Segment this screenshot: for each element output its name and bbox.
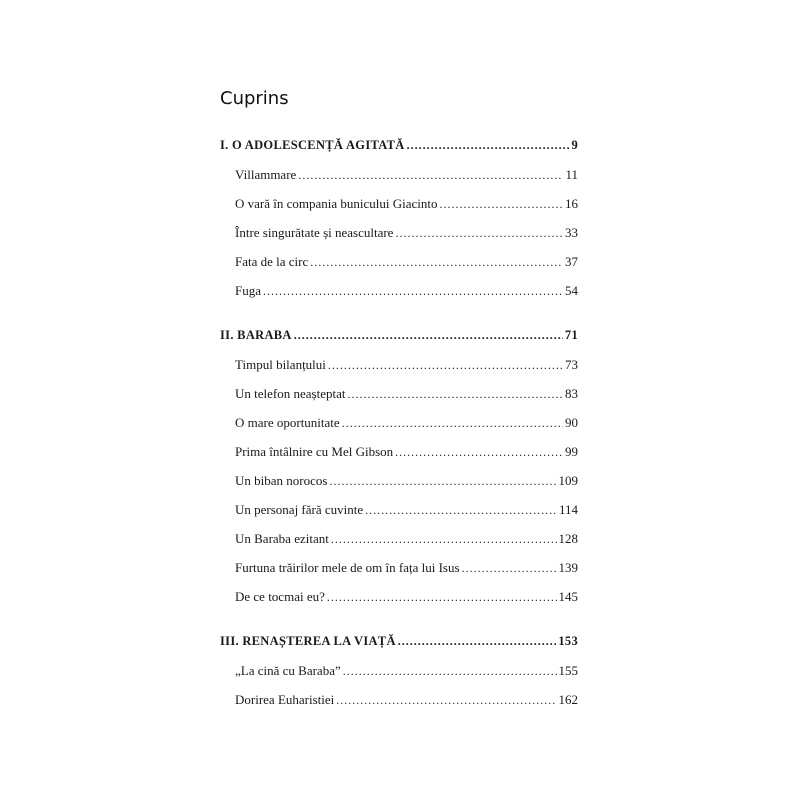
dot-leader [365, 495, 557, 525]
toc-entry[interactable] [220, 189, 578, 218]
chapter-title: I. O ADOLESCENȚĂ AGITATĂ [220, 138, 405, 152]
section-title: De ce tocmai eu? [235, 589, 325, 604]
toc-entry[interactable] [220, 247, 578, 276]
section-title: „La cină cu Baraba” [235, 663, 341, 678]
table-of-contents [220, 131, 578, 714]
toc-entry[interactable] [220, 350, 578, 379]
page-number: 73 [565, 357, 578, 372]
toc-entry[interactable] [220, 379, 578, 408]
toc-entry[interactable] [220, 218, 578, 247]
chapter-title: II. BARABA [220, 328, 292, 342]
toc-chapter[interactable] [220, 627, 578, 656]
section-title: Un personaj fără cuvinte [235, 502, 364, 517]
section-title: O mare oportunitate [235, 415, 340, 430]
section-title: Un telefon neașteptat [235, 386, 346, 401]
section-title: Furtuna trăirilor mele de om în fața lui Isus [235, 560, 460, 575]
page-number: 153 [558, 634, 578, 648]
dot-leader [329, 466, 556, 496]
section-title: Fata de la circ [235, 254, 309, 269]
dot-leader [327, 582, 557, 612]
page-number: 114 [558, 502, 578, 517]
page-number: 128 [558, 531, 578, 546]
dot-leader [395, 437, 563, 467]
page-number: 16 [565, 196, 578, 211]
dot-leader [395, 218, 563, 248]
page-number: 37 [565, 254, 578, 269]
dot-leader [462, 553, 557, 583]
section-title: Dorirea Euharistiei [235, 692, 335, 707]
page-number: 99 [565, 444, 578, 459]
dot-leader [343, 656, 557, 686]
page-number: 109 [558, 473, 578, 488]
page-number: 90 [565, 415, 578, 430]
page-number: 145 [558, 589, 578, 604]
section-title: O vară în compania bunicului Giacinto [235, 196, 438, 211]
section-title: Fuga [235, 283, 261, 298]
toc-entry[interactable] [220, 437, 578, 466]
toc-entry[interactable] [220, 524, 578, 553]
dot-leader [263, 276, 563, 306]
dot-leader [331, 524, 557, 554]
dot-leader [398, 627, 557, 656]
part-spacer [220, 305, 578, 321]
section-title: Între singurătate și neascultare [235, 225, 394, 240]
toc-entry[interactable] [220, 685, 578, 714]
dot-leader [342, 408, 563, 438]
part-spacer [220, 611, 578, 627]
dot-leader [347, 379, 563, 409]
dot-leader [440, 189, 563, 219]
toc-entry[interactable] [220, 276, 578, 305]
page-number: 83 [565, 386, 578, 401]
dot-leader [336, 685, 556, 715]
page-number: 11 [565, 167, 578, 182]
page-number: 155 [558, 663, 578, 678]
toc-entry[interactable] [220, 160, 578, 189]
page-number: 139 [558, 560, 578, 575]
toc-entry[interactable] [220, 466, 578, 495]
toc-entry[interactable] [220, 582, 578, 611]
dot-leader [328, 350, 563, 380]
dot-leader [407, 131, 570, 160]
toc-entry[interactable] [220, 495, 578, 524]
toc-chapter[interactable] [220, 321, 578, 350]
section-title: Villammare [235, 167, 297, 182]
page-number: 162 [558, 692, 578, 707]
chapter-title: III. RENAȘTEREA LA VIAȚĂ [220, 634, 396, 648]
section-title: Un biban norocos [235, 473, 328, 488]
page-number: 33 [565, 225, 578, 240]
dot-leader [298, 160, 563, 190]
page-number: 71 [564, 328, 578, 342]
section-title: Timpul bilanțului [235, 357, 326, 372]
toc-entry[interactable] [220, 656, 578, 685]
toc-entry[interactable] [220, 408, 578, 437]
section-title: Prima întâlnire cu Mel Gibson [235, 444, 394, 459]
toc-entry[interactable] [220, 553, 578, 582]
page-number: 9 [571, 138, 578, 152]
dot-leader [310, 247, 563, 277]
dot-leader [294, 321, 563, 350]
page-title: Cuprins [220, 88, 289, 109]
section-title: Un Baraba ezitant [235, 531, 329, 546]
toc-chapter[interactable] [220, 131, 578, 160]
page-number: 54 [565, 283, 578, 298]
